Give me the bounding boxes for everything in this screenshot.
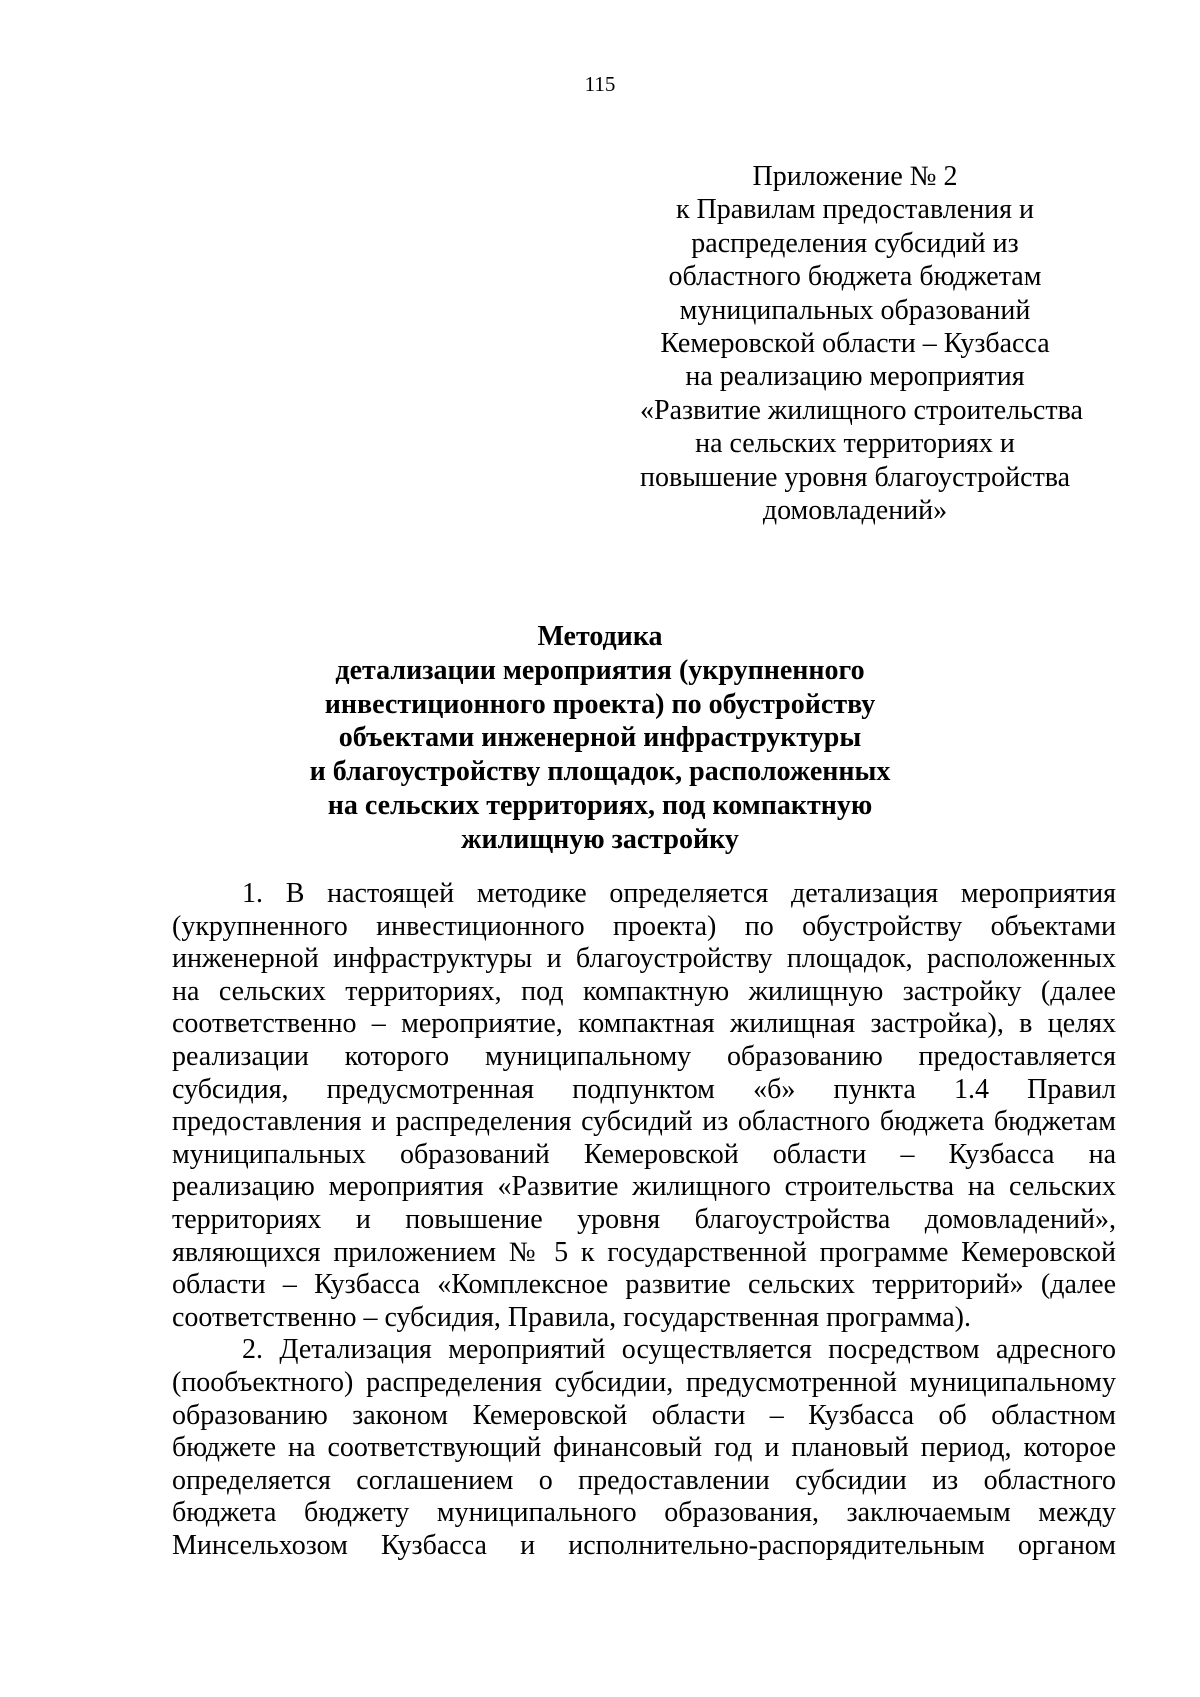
title-line: Методика <box>537 621 663 652</box>
appendix-line: «Развитие жилищного строительства <box>640 394 1083 426</box>
paragraph-line: соответственно – мероприятие, компактная жилищная застройка), в целях <box>172 1008 1116 1040</box>
paragraph-line: на сельских территориях, под компактную жилищную застройку (далее <box>172 975 1116 1007</box>
paragraph-line: реализацию мероприятия «Развитие жилищного строительства на сельских <box>172 1171 1116 1203</box>
paragraph-line: (пообъектного) распределения субсидии, предусмотренной муниципальному <box>172 1366 1116 1398</box>
appendix-reference <box>640 160 1083 527</box>
paragraph-line: бюджете на соответствующий финансовый год и плановый период, которое <box>172 1432 1116 1464</box>
paragraph-line: предоставления и распределения субсидий из областного бюджета бюджетам <box>172 1106 1116 1138</box>
title-line: объектами инженерной инфраструктуры <box>338 722 862 754</box>
title-line: на сельских территориях, под компактную <box>327 789 873 821</box>
appendix-line: на сельских территориях и <box>695 428 1015 460</box>
appendix-line: к Правилам предоставления и <box>675 194 1035 226</box>
paragraph-line: субсидия, предусмотренная подпунктом «б» пункта 1.4 Правил <box>172 1073 1116 1105</box>
paragraph-line: соответственно – субсидия, Правила, государственная программа). <box>172 1301 971 1333</box>
paragraph-line: территориях и повышение уровня благоустройства домовладений», <box>172 1203 1116 1235</box>
page-number: 115 <box>584 72 616 96</box>
title-line: и благоустройству площадок, расположенных <box>309 756 891 788</box>
paragraph-2 <box>172 1334 1116 1562</box>
appendix-line: распределения субсидий из <box>691 227 1019 259</box>
paragraph-line: инженерной инфраструктуры и благоустройству площадок, расположенных <box>172 943 1116 975</box>
appendix-line: муниципальных образований <box>679 294 1031 326</box>
appendix-line: областного бюджета бюджетам <box>668 261 1042 293</box>
paragraph-line: муниципальных образований Кемеровской области – Кузбасса на <box>172 1138 1116 1170</box>
document-body <box>172 878 1116 1562</box>
appendix-line: Приложение № 2 <box>752 161 958 192</box>
paragraph-1 <box>172 878 1116 1334</box>
paragraph-line: 1. В настоящей методике определяется детализация мероприятия <box>242 878 1116 909</box>
paragraph-line: бюджета бюджету муниципального образования, заключаемым между <box>172 1497 1116 1529</box>
paragraph-line: Минсельхозом Кузбасса и исполнительно-распорядительным органом <box>172 1529 1116 1561</box>
document-title <box>0 620 1200 857</box>
title-line: инвестиционного проекта) по обустройству <box>324 688 876 720</box>
paragraph-line: (укрупненного инвестиционного проекта) по обустройству объектами <box>172 910 1116 942</box>
appendix-line: повышение уровня благоустройства <box>640 461 1071 493</box>
appendix-line: домовладений» <box>762 495 948 527</box>
title-line: детализации мероприятия (укрупненного <box>335 654 865 686</box>
appendix-line: на реализацию мероприятия <box>685 361 1025 393</box>
paragraph-line: образованию законом Кемеровской области – Кузбасса об областном <box>172 1399 1116 1431</box>
paragraph-line: реализации которого муниципальному образованию предоставляется <box>172 1040 1116 1072</box>
paragraph-line: области – Кузбасса «Комплексное развитие сельских территорий» (далее <box>172 1269 1116 1301</box>
paragraph-line: являющихся приложением № 5 к государственной программе Кемеровской <box>172 1236 1116 1268</box>
appendix-line: Кемеровской области – Кузбасса <box>660 328 1050 360</box>
title-line: жилищную застройку <box>461 823 739 855</box>
paragraph-line: 2. Детализация мероприятий осуществляется посредством адресного <box>242 1334 1116 1366</box>
paragraph-line: определяется соглашением о предоставлении субсидии из областного <box>172 1464 1116 1496</box>
